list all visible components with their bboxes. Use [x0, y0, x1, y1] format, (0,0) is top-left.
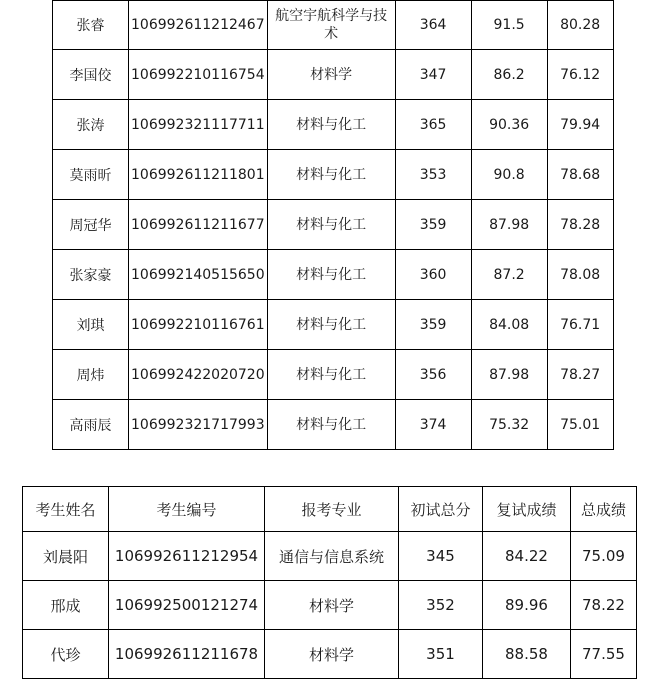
admission-table-1 [52, 0, 614, 450]
cell-initial-score: 353 [395, 150, 471, 200]
cell-initial-score: 347 [395, 50, 471, 100]
cell-total-score: 80.28 [547, 1, 613, 50]
table-row [53, 150, 614, 200]
cell-initial-score: 359 [395, 200, 471, 250]
cell-candidate-id: 106992422020720 [129, 350, 268, 400]
cell-name: 邢成 [23, 581, 109, 630]
cell-major: 材料学 [267, 50, 395, 100]
cell-major: 材料与化工 [267, 100, 395, 150]
cell-retest-score: 89.96 [483, 581, 571, 630]
cell-initial-score: 359 [395, 300, 471, 350]
cell-name: 代珍 [23, 630, 109, 679]
cell-retest-score: 75.32 [471, 400, 547, 450]
cell-total-score: 78.08 [547, 250, 613, 300]
cell-initial-score: 356 [395, 350, 471, 400]
cell-name: 刘琪 [53, 300, 129, 350]
cell-candidate-id: 106992321117711 [129, 100, 268, 150]
cell-name: 张涛 [53, 100, 129, 150]
header-name: 考生姓名 [23, 487, 109, 532]
header-major: 报考专业 [265, 487, 399, 532]
cell-total-score: 77.55 [571, 630, 637, 679]
header-initial-score: 初试总分 [399, 487, 483, 532]
cell-name: 张家豪 [53, 250, 129, 300]
cell-candidate-id: 106992611212467 [129, 1, 268, 50]
cell-total-score: 78.27 [547, 350, 613, 400]
cell-retest-score: 87.2 [471, 250, 547, 300]
table-row [23, 532, 637, 581]
cell-retest-score: 87.98 [471, 200, 547, 250]
cell-major: 材料与化工 [267, 150, 395, 200]
cell-major: 材料与化工 [267, 400, 395, 450]
cell-major: 材料与化工 [267, 200, 395, 250]
cell-retest-score: 87.98 [471, 350, 547, 400]
table-row [53, 1, 614, 50]
cell-candidate-id: 106992611212954 [109, 532, 265, 581]
cell-retest-score: 90.8 [471, 150, 547, 200]
header-id: 考生编号 [109, 487, 265, 532]
table-row [53, 200, 614, 250]
cell-initial-score: 374 [395, 400, 471, 450]
cell-initial-score: 351 [399, 630, 483, 679]
table-row [53, 100, 614, 150]
cell-retest-score: 86.2 [471, 50, 547, 100]
cell-initial-score: 364 [395, 1, 471, 50]
table-row [53, 50, 614, 100]
cell-name: 周炜 [53, 350, 129, 400]
cell-total-score: 76.71 [547, 300, 613, 350]
cell-total-score: 78.68 [547, 150, 613, 200]
cell-name: 张睿 [53, 1, 129, 50]
cell-initial-score: 360 [395, 250, 471, 300]
cell-initial-score: 345 [399, 532, 483, 581]
cell-name: 刘晨阳 [23, 532, 109, 581]
cell-major: 通信与信息系统 [265, 532, 399, 581]
cell-total-score: 78.28 [547, 200, 613, 250]
cell-candidate-id: 106992611211677 [129, 200, 268, 250]
table-row [53, 300, 614, 350]
header-row [23, 487, 637, 532]
cell-total-score: 78.22 [571, 581, 637, 630]
cell-retest-score: 91.5 [471, 1, 547, 50]
cell-retest-score: 84.08 [471, 300, 547, 350]
cell-retest-score: 84.22 [483, 532, 571, 581]
cell-candidate-id: 106992210116761 [129, 300, 268, 350]
admission-table-2 [22, 486, 637, 679]
cell-total-score: 79.94 [547, 100, 613, 150]
cell-major: 材料学 [265, 630, 399, 679]
cell-total-score: 76.12 [547, 50, 613, 100]
table-row [23, 581, 637, 630]
cell-major: 材料学 [265, 581, 399, 630]
cell-major: 材料与化工 [267, 250, 395, 300]
cell-retest-score: 88.58 [483, 630, 571, 679]
cell-retest-score: 90.36 [471, 100, 547, 150]
cell-candidate-id: 106992210116754 [129, 50, 268, 100]
cell-major: 航空宇航科学与技术 [267, 1, 395, 50]
table-row [53, 400, 614, 450]
table-row [53, 250, 614, 300]
cell-total-score: 75.09 [571, 532, 637, 581]
cell-candidate-id: 106992500121274 [109, 581, 265, 630]
cell-candidate-id: 106992140515650 [129, 250, 268, 300]
cell-initial-score: 365 [395, 100, 471, 150]
cell-major: 材料与化工 [267, 300, 395, 350]
cell-name: 李国佼 [53, 50, 129, 100]
cell-candidate-id: 106992611211678 [109, 630, 265, 679]
cell-initial-score: 352 [399, 581, 483, 630]
cell-candidate-id: 106992321717993 [129, 400, 268, 450]
table-row [23, 630, 637, 679]
cell-name: 高雨辰 [53, 400, 129, 450]
header-total-score: 总成绩 [571, 487, 637, 532]
cell-name: 周冠华 [53, 200, 129, 250]
cell-candidate-id: 106992611211801 [129, 150, 268, 200]
cell-total-score: 75.01 [547, 400, 613, 450]
cell-major: 材料与化工 [267, 350, 395, 400]
table-row [53, 350, 614, 400]
cell-name: 莫雨昕 [53, 150, 129, 200]
header-retest-score: 复试成绩 [483, 487, 571, 532]
